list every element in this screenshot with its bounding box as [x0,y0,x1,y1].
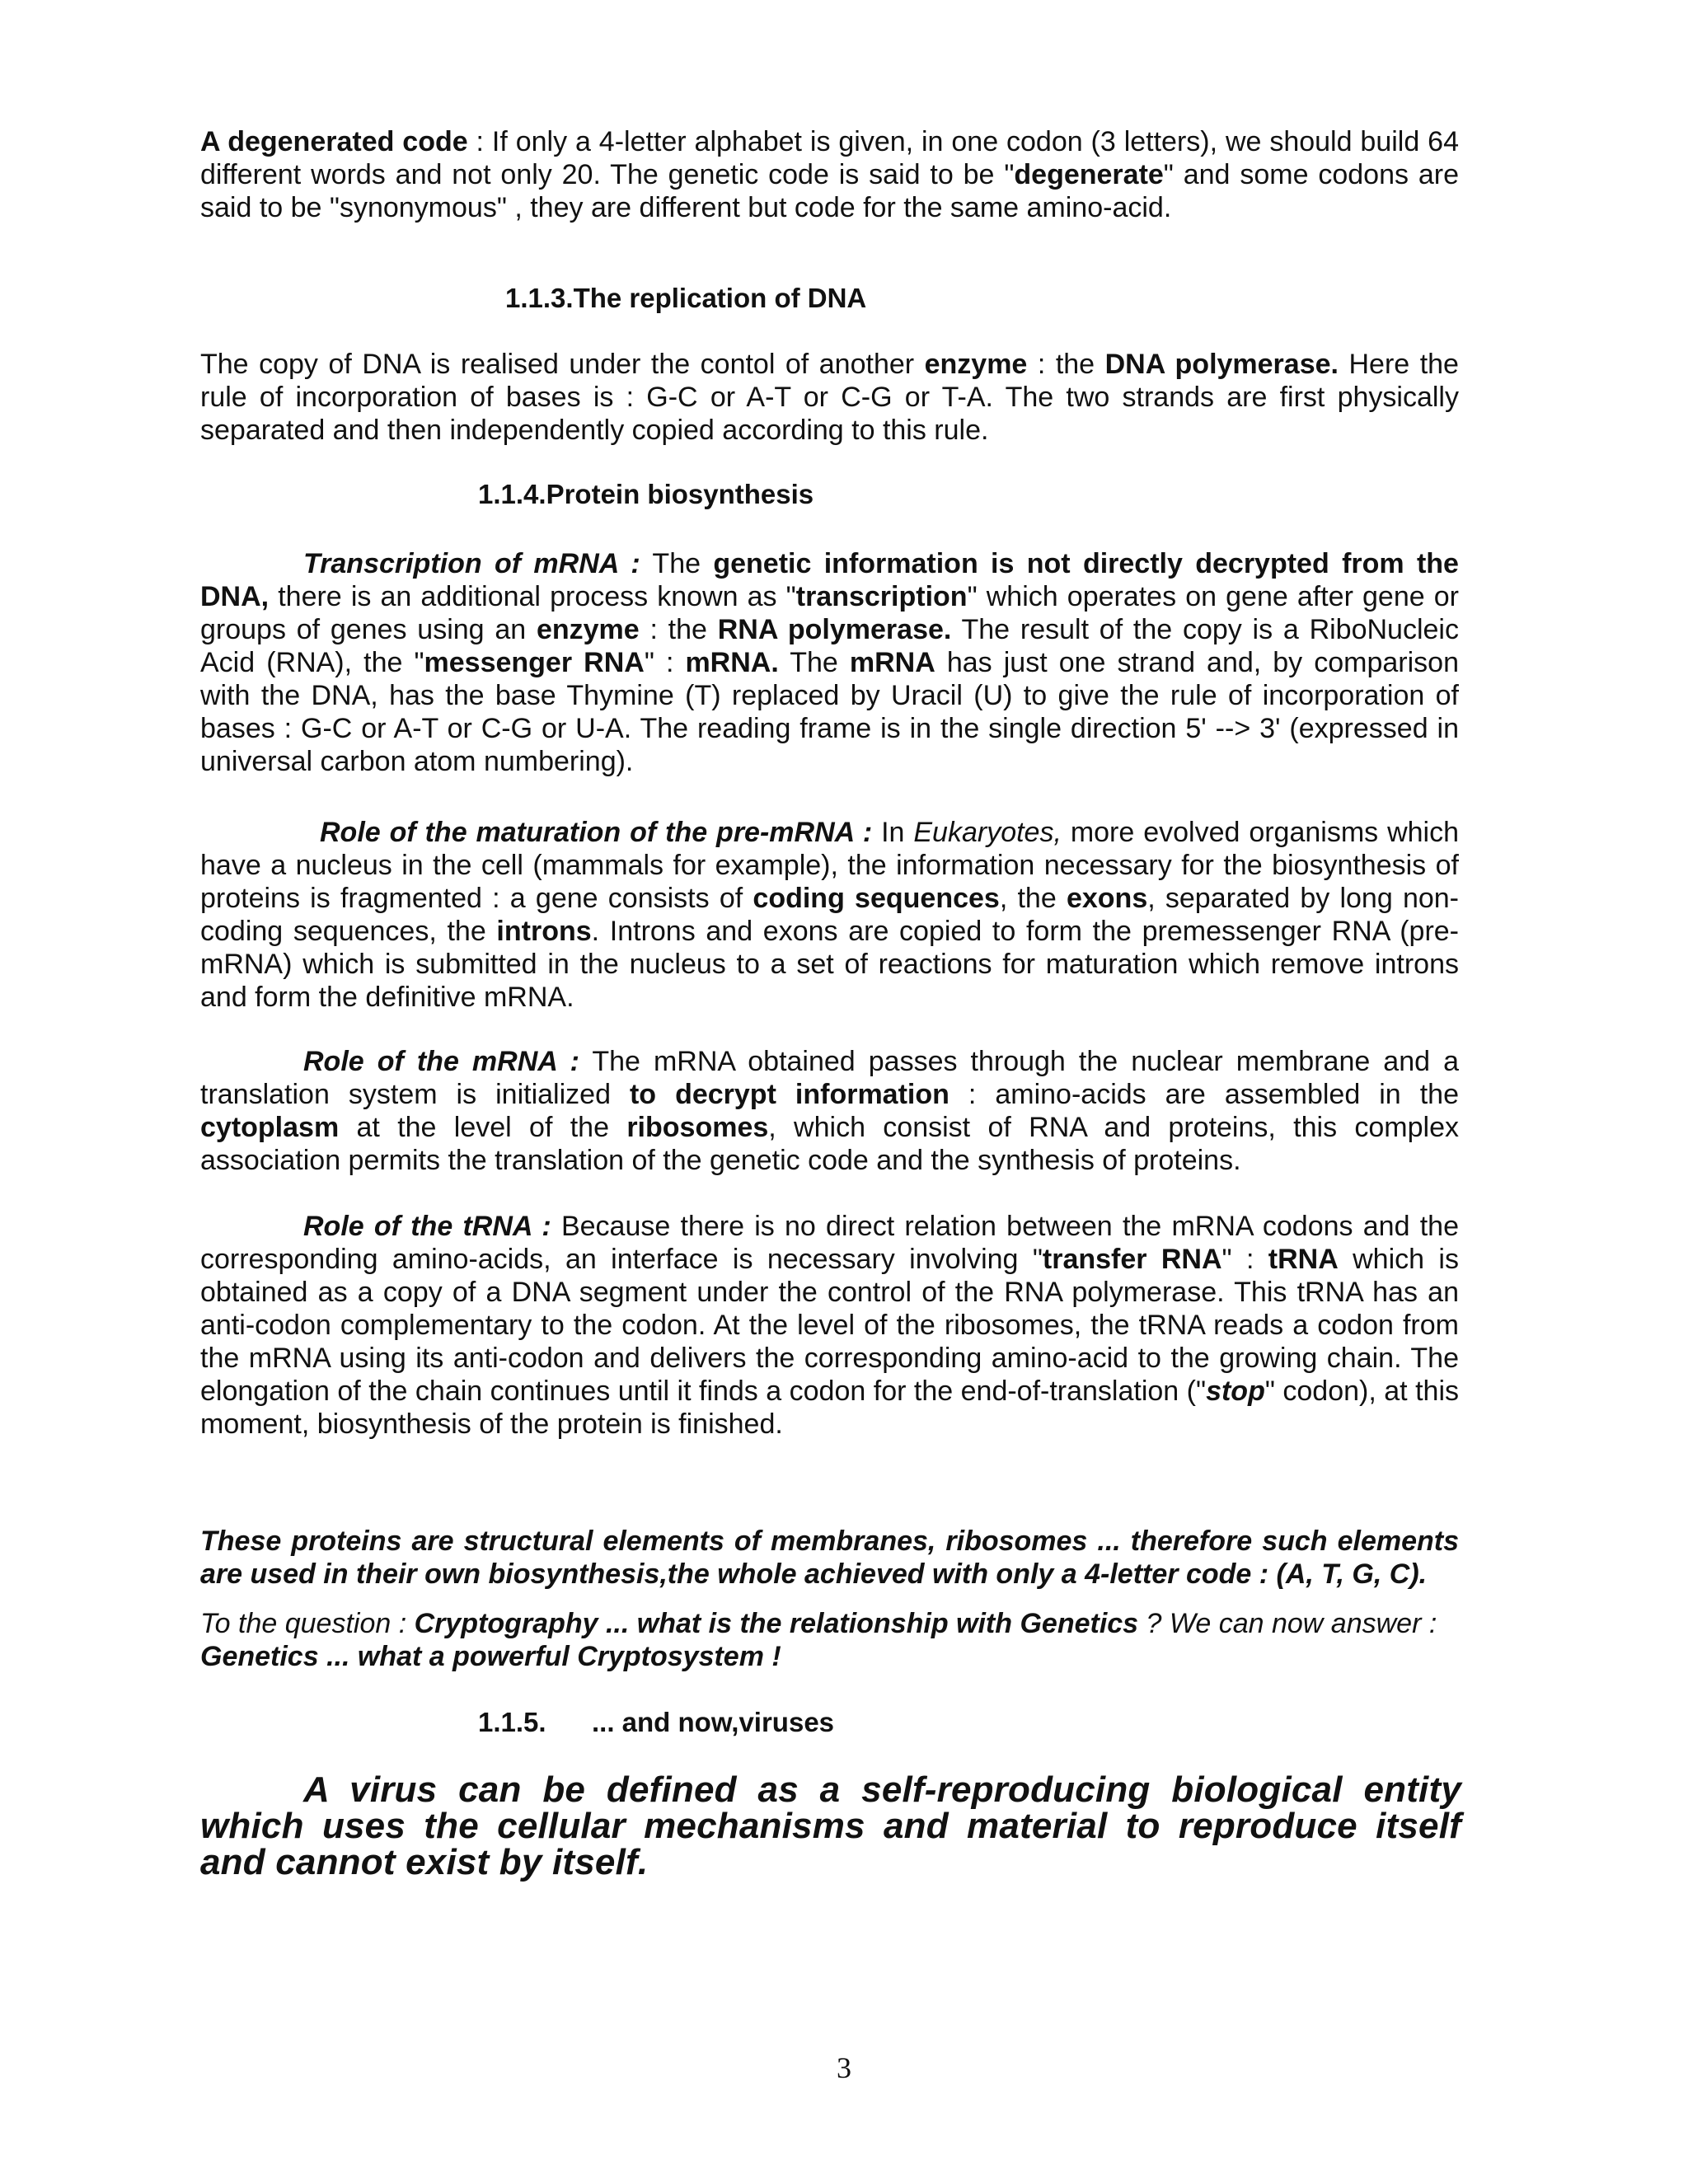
paragraph-text: Here the rule of incorporation of bases is : G-C or A-T or C-G or T-A. The two strands are first physically separated and then independently copied according to this rule. [200,349,1459,446]
paragraph-text: These proteins are structural elements of membranes, ribosomes ... therefore such elements are used in their own biosynthesis,the whole achieved with only a 4-letter code : (A, T, G, C). [200,1526,1459,1590]
paragraph-text: : amino-acids are assembled in the [949,1079,1459,1110]
term-role-of-trna: Role of the tRNA : [303,1211,551,1242]
paragraph-text: The [640,548,714,579]
term-enzyme: enzyme [924,349,1028,380]
term-mrna: mRNA. [685,647,779,678]
paragraph-role-mrna [200,1045,1459,1177]
paragraph-text: Because there is no direct relation between the mRNA codons and the corresponding amino-acids, an interface is necessary involving " [200,1211,1459,1275]
term-genetic-information: genetic information is not directly decrypted from the DNA, [200,548,1459,612]
term-messenger-rna: messenger RNA [424,647,645,678]
paragraph-transcription [200,547,1459,778]
term-enzyme: enzyme [536,614,640,645]
term-transcription: transcription [795,581,968,612]
paragraph-maturation [200,816,1459,1014]
paragraph-text: " : [1221,1244,1268,1275]
paragraph-text: The copy of DNA is realised under the contol of another [200,349,925,380]
paragraph-cryptography-question [200,1607,1459,1673]
section-heading-text: ... and now,viruses [592,1707,835,1737]
paragraph-role-trna [200,1210,1459,1441]
term-ribosomes: ribosomes [626,1112,769,1143]
term-role-of-maturation: Role of the maturation of the pre-mRNA : [320,817,873,848]
term-genetics-answer: Genetics ... what a powerful Cryptosystem ! [200,1641,781,1672]
term-rna-polymerase: RNA polymerase. [717,614,952,645]
virus-definition [200,1769,1461,1882]
paragraph-text: . Introns and exons are copied to form the premessenger RNA (pre-mRNA) which is submitted in the nucleus to a set of reactions for maturation which remove introns and form the definitive mRNA. [200,916,1459,1013]
paragraph-text: at the level of the [339,1112,627,1143]
paragraph-text: : If only a 4-letter alphabet is given, in one codon (3 letters), we should build 64 different words and not only 20. The genetic code is said to be " [200,126,1459,190]
term-dna-polymerase: DNA polymerase. [1104,349,1339,380]
paragraph-text: " : [644,647,686,678]
paragraph-text: , which consist of RNA and proteins, this complex association permits the translation of the genetic code and the synthesis of proteins. [200,1112,1460,1176]
section-heading-text: 1.1.4.Protein biosynthesis [478,479,814,509]
paragraph-text: " and some codons are said to be "synonymous" , they are different but code for the same amino-acid. [200,159,1459,223]
section-heading-text: 1.1.3.The replication of DNA [505,283,867,313]
term-transfer-rna: transfer RNA [1042,1244,1222,1275]
paragraph-text: : the [1027,349,1105,380]
paragraph-text: there is an additional process known as " [269,581,796,612]
term-role-of-mrna: Role of the mRNA : [303,1046,579,1077]
section-number: 1.1.5. [478,1707,546,1737]
paragraph-degenerated-code [200,125,1459,224]
term-eukaryotes: Eukaryotes, [913,817,1062,848]
paragraph-text: The result of the copy is a RiboNucleic Acid (RNA), the " [200,614,1459,678]
term-introns: introns [496,916,592,947]
term-cytoplasm: cytoplasm [200,1112,340,1143]
paragraph-text: " codon), at this moment, biosynthesis of the protein is finished. [200,1376,1459,1440]
paragraph-text: which is obtained as a copy of a DNA segment under the control of the RNA polymerase. This tRNA has an anti-codon complementary to the codon. At the level of the ribosomes, the tRNA reads a codon from the mRNA using its anti-codon and delivers the corresponding amino-acid to the growing chain. The elongation of the chain continues until it finds a codon for the end-of-translation (" [200,1244,1459,1407]
term-coding-sequences: coding sequences [753,883,1000,914]
paragraph-text: more evolved organisms which have a nucleus in the cell (mammals for example), the information necessary for the biosynthesis of proteins is fragmented : a gene consists of [200,817,1459,914]
term-trna: tRNA [1268,1244,1339,1275]
paragraph-text: In [872,817,914,848]
virus-definition-text: A virus can be defined as a self-reproducing biological entity which uses the cellular mechanisms and material to reproduce itself and cannot exist by itself. [200,1769,1461,1882]
paragraph-text: To the question : [200,1608,415,1639]
term-decrypt-information: to decrypt information [629,1079,950,1110]
term-stop: stop [1206,1376,1265,1407]
term-mrna: mRNA [849,647,935,678]
paragraph-text: " which operates on gene after gene or groups of genes using an [200,581,1460,645]
paragraph-text: , the [999,883,1067,914]
paragraph-text: The [778,647,850,678]
term-transcription-of-mrna: Transcription of mRNA : [303,548,640,579]
paragraph-text: The mRNA obtained passes through the nuclear membrane and a translation system is initialized [200,1046,1459,1110]
term-degenerate: degenerate [1014,159,1164,190]
paragraph-replication [200,348,1459,447]
paragraph-text: ? We can now answer : [1138,1608,1437,1639]
page-number: 3 [837,2051,851,2084]
paragraph-text: : the [639,614,718,645]
paragraph-proteins-conclusion [200,1525,1459,1591]
paragraph-text: has just one strand and, by comparison with the DNA, has the base Thymine (T) replaced by Uracil (U) to give the rule of incorporation of bases : G-C or A-T or C-G or U-A. The reading frame is in the single direction 5' --> 3' (expressed in universal carbon atom numbering). [200,647,1459,777]
term-exons: exons [1066,883,1148,914]
paragraph-text: , separated by long non-coding sequences, the [200,883,1460,947]
term-cryptography-question: Cryptography ... what is the relationship with Genetics [414,1608,1139,1639]
term-degenerated-code: A degenerated code [200,126,468,157]
